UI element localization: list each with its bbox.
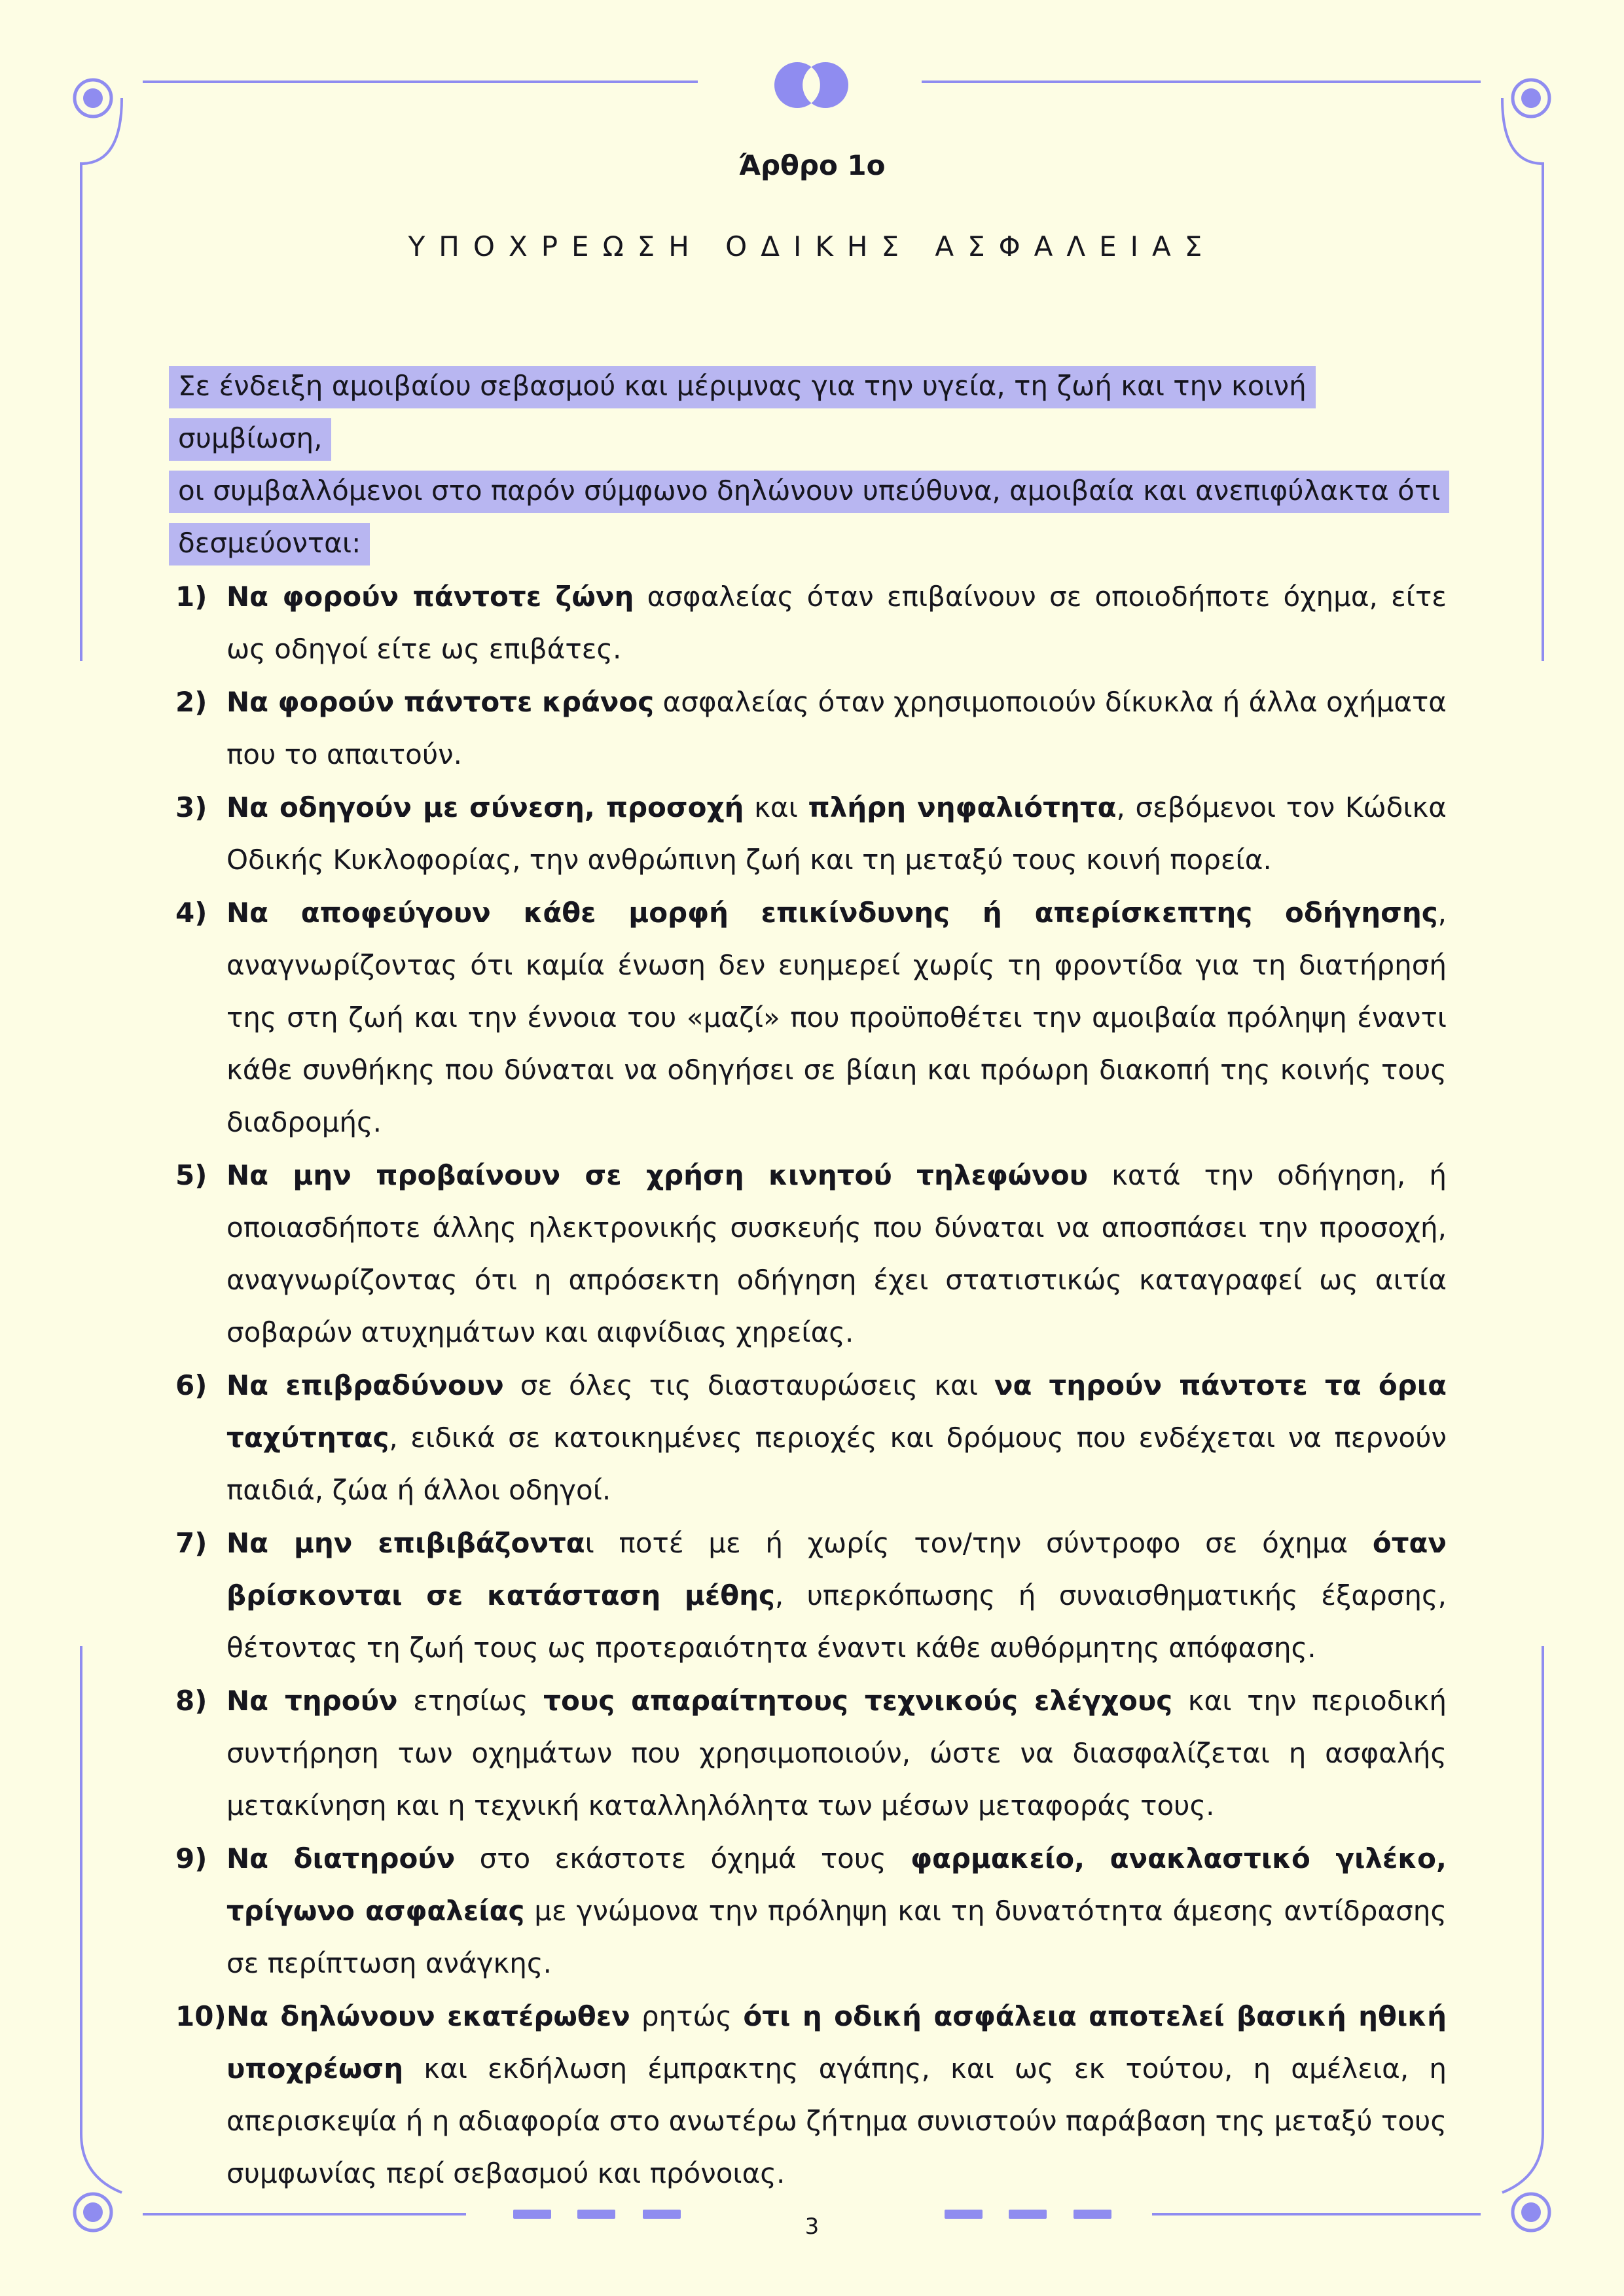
item-bold-text: Να φορούν πάντοτε κράνος: [226, 686, 655, 718]
item-bold-text: όταν βρίσκονται σε κατάσταση μέθης: [226, 1527, 1447, 1611]
intro-line: οι συμβαλλόμενοι στο παρόν σύμφωνο δηλώνουν υπεύθυνα, αμοιβαία και ανεπιφύλακτα ότι: [169, 471, 1449, 513]
page-number: 3: [804, 2214, 820, 2240]
item-text: και εκδήλωση έμπρακτης αγάπης, και ως εκ τούτου, η αμέλεια, η απερισκεψία ή η αδιαφορία στο ανωτέρω ζήτημα συνιστούν παράβαση της μεταξύ τους συμφωνίας περί σεβασμού και πρόνοιας.: [226, 2053, 1447, 2189]
obligation-item: [175, 676, 1447, 781]
intro-paragraph: [169, 360, 1458, 569]
item-text: και την περιοδική συντήρηση των οχημάτων που χρησιμοποιούν, ώστε να διασφαλίζεται η ασφαλής μετακίνηση και η τεχνική καταλληλόλητα των μέσων μεταφοράς τους.: [226, 1685, 1447, 1821]
item-text: ρητώς: [630, 2000, 744, 2032]
obligation-item: [175, 781, 1447, 886]
item-text: με γνώμονα την πρόληψη και τη δυνατότητα άμεσης αντίδρασης σε περίπτωση ανάγκης.: [226, 1895, 1447, 1979]
item-number: 4): [175, 897, 208, 929]
item-number: 9): [175, 1842, 208, 1874]
item-number: 8): [175, 1685, 208, 1717]
item-bold-text: Να μην επιβιβάζοντα: [226, 1527, 585, 1559]
item-number: 2): [175, 686, 208, 718]
corner-ornament-top-right: [1513, 80, 1549, 117]
item-bold-text: Να φορούν πάντοτε ζώνη: [226, 581, 634, 613]
item-number: 10): [175, 2000, 226, 2032]
obligation-item: [175, 1990, 1447, 2200]
item-number: 5): [175, 1159, 208, 1191]
item-bold-text: Να δηλώνουν εκατέρωθεν: [226, 2000, 630, 2032]
item-bold-text: να τηρούν πάντοτε τα όρια ταχύτητας: [226, 1369, 1447, 1454]
obligation-item: [175, 1833, 1447, 1990]
item-number: 7): [175, 1527, 208, 1559]
item-text: στο εκάστοτε όχημά τους: [455, 1842, 911, 1874]
intro-line: Σε ένδειξη αμοιβαίου σεβασμού και μέριμνας για την υγεία, τη ζωή και την κοινή συμβίωση,: [169, 366, 1316, 461]
item-text: ετησίως: [397, 1685, 544, 1717]
item-text: ι ποτέ με ή χωρίς τον/την σύντροφο σε όχημα: [585, 1527, 1373, 1559]
item-text: , ειδικά σε κατοικημένες περιοχές και δρόμους που ενδέχεται να περνούν παιδιά, ζώα ή άλλοι οδηγοί.: [226, 1422, 1447, 1506]
item-bold-text: Να μην προβαίνουν σε χρήση κινητού τηλεφώνου: [226, 1159, 1089, 1191]
item-bold-text: Να οδηγούν με σύνεση, προσοχή: [226, 791, 744, 823]
item-bold-text: φαρμακείο, ανακλαστικό γιλέκο, τρίγωνο ασφαλείας: [226, 1842, 1447, 1927]
article-subtitle: ΥΠΟΧΡΕΩΣΗ ΟΔΙΚΗΣ ΑΣΦΑΛΕΙΑΣ: [408, 230, 1216, 262]
item-number: 1): [175, 581, 208, 613]
item-text: , υπερκόπωσης ή συναισθηματικής έξαρσης, θέτοντας τη ζωή τους ως προτεραιότητα έναντι κάθε αυθόρμητης απόφασης.: [226, 1579, 1447, 1664]
item-bold-text: τους απαραίτητους τεχνικούς ελέγχους: [543, 1685, 1173, 1717]
item-number: 6): [175, 1369, 208, 1401]
intro-line: δεσμεύονται:: [169, 523, 370, 565]
item-text: και: [744, 791, 808, 823]
item-bold-text: Να διατηρούν: [226, 1842, 456, 1874]
obligation-item: [175, 1517, 1447, 1674]
item-bold-text: πλήρη νηφαλιότητα: [808, 791, 1117, 823]
item-text: , σεβόμενοι τον Κώδικα Οδικής Κυκλοφορίας, την ανθρώπινη ζωή και τη μεταξύ τους κοινή πορεία.: [226, 791, 1447, 876]
item-bold-text: Να τηρούν: [226, 1685, 398, 1717]
obligation-item: [175, 571, 1447, 675]
obligation-item: [175, 887, 1447, 1149]
item-number: 3): [175, 791, 208, 823]
item-text: , αναγνωρίζοντας ότι καμία ένωση δεν ευημερεί χωρίς τη φροντίδα για τη διατήρησή της στη ζωή και την έννοια του «μαζί» που προϋποθέτει την αμοιβαία πρόληψη έναντι κάθε συνθήκης που δύναται να οδηγήσει σε βίαιη και πρόωρη διακοπή της κοινής τους διαδρομής.: [226, 897, 1447, 1138]
rings-logo-icon: [774, 62, 848, 108]
item-text: ασφαλείας όταν επιβαίνουν σε οποιοδήποτε όχημα, είτε ως οδηγοί είτε ως επιβάτες.: [226, 581, 1447, 665]
obligation-item: [175, 1149, 1447, 1359]
item-text: κατά την οδήγηση, ή οποιασδήποτε άλλης ηλεκτρονικής συσκευής που δύναται να αποσπάσει την προσοχή, αναγνωρίζοντας ότι η απρόσεκτη οδήγηση έχει στατιστικώς καταγραφεί ως αιτία σοβαρών ατυχημάτων και αιφνίδιας χηρείας.: [226, 1159, 1447, 1348]
corner-ornament-top-left: [75, 80, 111, 117]
obligation-item: [175, 1359, 1447, 1516]
item-bold-text: Να επιβραδύνουν: [226, 1369, 504, 1401]
obligations-list: [175, 571, 1447, 2200]
item-text: ασφαλείας όταν χρησιμοποιούν δίκυκλα ή άλλα οχήματα που το απαιτούν.: [226, 686, 1447, 770]
obligation-item: [175, 1675, 1447, 1832]
article-title: Άρθρο 1ο: [738, 149, 886, 181]
item-bold-text: Να αποφεύγουν κάθε μορφή επικίνδυνης ή απερίσκεπτης οδήγησης: [226, 897, 1438, 929]
item-text: σε όλες τις διασταυρώσεις και: [503, 1369, 994, 1401]
item-bold-text: ότι η οδική ασφάλεια αποτελεί βασική ηθική υποχρέωση: [226, 2000, 1447, 2085]
